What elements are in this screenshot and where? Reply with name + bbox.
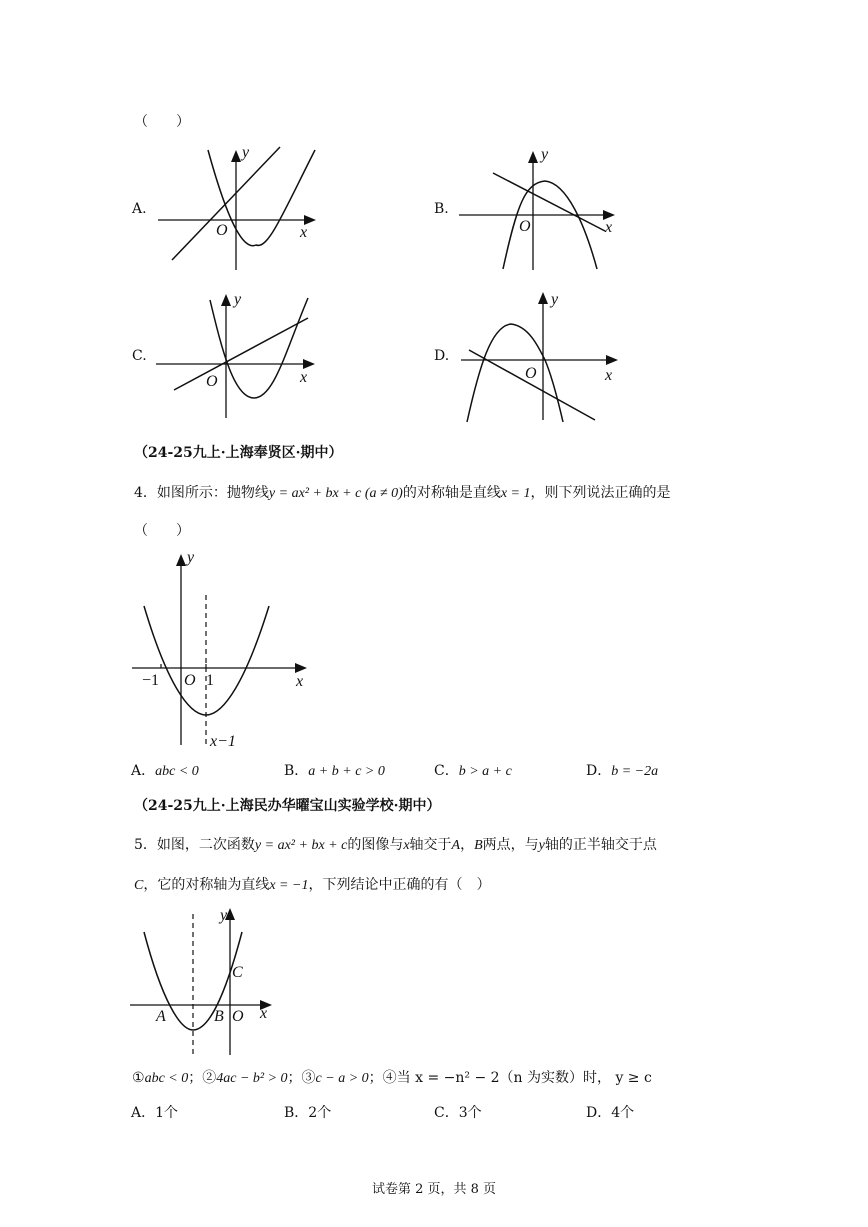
q4-choice-b	[284, 762, 385, 781]
x-label: x	[260, 1005, 268, 1022]
conclusion-4-text: 当 x = −n² − 2（n 为实数）时， y ≥ c	[396, 1070, 652, 1086]
q5-line1-prefix: 5．如图，二次函数	[134, 837, 255, 853]
q3-option-b-graph	[455, 145, 635, 275]
q5-line1-suffix: 轴的正半轴交于点	[544, 837, 657, 853]
q5-line1-mid1: 的图像与	[347, 837, 404, 853]
x-label: x	[300, 369, 308, 386]
y-label: y	[541, 146, 549, 163]
q4-choice-b-text: a + b + c > 0	[308, 764, 385, 779]
q5-line1-formula: y = ax² + bx + c	[254, 838, 348, 853]
point-a-label: A	[156, 1008, 166, 1025]
q5-choice-d-letter: D．	[586, 1105, 612, 1121]
q5-line1-mid3: 两点，与	[482, 837, 539, 853]
q5-line1-y: y	[538, 838, 545, 853]
q4-choice-d-letter: D．	[586, 763, 612, 779]
q5-choice-b-letter: B．	[284, 1105, 309, 1121]
q4-source: （24-25九上·上海奉贤区·期中）	[134, 445, 343, 461]
q5-line2-suffix: ，下列结论中正确的有（ ）	[308, 877, 491, 893]
conclusion-3-sep: ；	[368, 1070, 383, 1086]
q3-option-d-graph	[455, 288, 635, 428]
q5-choice-b	[284, 1104, 331, 1122]
conclusion-1-sep: ；	[188, 1070, 203, 1086]
parabola	[210, 298, 308, 398]
q4-figure	[126, 550, 316, 750]
conclusion-1-num: ①	[132, 1070, 145, 1086]
q4-stem-formula: y = ax² + bx + c (a ≠ 0)	[268, 486, 403, 501]
q5-line2-mid: ，它的对称轴为直线	[143, 877, 270, 893]
q5-source: （24-25九上·上海民办华曜宝山实验学校·期中）	[134, 798, 441, 814]
axis-label: x−1	[210, 733, 236, 750]
page-footer: 试卷第 2 页，共 8 页	[371, 1182, 497, 1197]
q5-choice-c	[434, 1104, 482, 1122]
q5-choice-d-text: 4个	[611, 1105, 635, 1121]
q4-choice-d	[586, 762, 658, 781]
q5-conclusions	[132, 1069, 652, 1088]
origin-label: O	[184, 672, 196, 689]
label-one: 1	[206, 672, 214, 689]
y-label: y	[242, 144, 250, 161]
line	[174, 318, 308, 390]
point-b-label: B	[214, 1008, 224, 1025]
q5-figure	[126, 900, 286, 1060]
q5-line1-comma: ，	[460, 837, 475, 853]
y-axis-arrow	[176, 554, 186, 566]
point-c-label: C	[232, 964, 243, 981]
origin-label: O	[216, 222, 228, 239]
q4-choice-d-text: b = −2a	[611, 764, 659, 779]
q4-stem-prefix: 4．如图所示：抛物线	[134, 485, 269, 501]
q3-option-a-graph	[150, 145, 330, 275]
q4-choice-a	[131, 762, 199, 781]
q3-option-c-graph	[150, 290, 330, 420]
q5-line1-A: A	[451, 838, 461, 853]
q4-stem	[134, 484, 671, 503]
origin-label: O	[519, 218, 531, 235]
conclusion-4-num: ④	[382, 1070, 397, 1086]
q4-answer-paren: （ ）	[134, 523, 190, 539]
x-axis-arrow	[295, 663, 307, 673]
q4-choice-c	[434, 762, 512, 781]
q5-line1-x: x	[403, 838, 410, 853]
conclusion-1-text: abc < 0	[144, 1071, 189, 1086]
q3-option-b-letter: B.	[434, 201, 449, 217]
y-axis-arrow	[528, 151, 538, 163]
q5-line2-axis: x = −1	[269, 878, 309, 893]
origin-label: O	[525, 365, 537, 382]
q5-line2-C: C	[134, 878, 144, 893]
q4-stem-middle: 的对称轴是直线	[402, 485, 501, 501]
q5-line1-B: B	[474, 838, 483, 853]
conclusion-2-sep: ；	[287, 1070, 302, 1086]
q5-choice-a	[131, 1104, 178, 1122]
q5-choice-a-text: 1个	[155, 1105, 179, 1121]
x-label: x	[296, 673, 304, 690]
q3-option-d-letter: D.	[434, 348, 450, 364]
q5-choice-c-letter: C．	[434, 1105, 459, 1121]
q5-choice-a-letter: A．	[131, 1105, 156, 1121]
y-label: y	[234, 291, 242, 308]
conclusion-2-text: 4ac − b² > 0	[216, 1071, 288, 1086]
y-label: y	[220, 907, 228, 924]
q4-stem-axis: x = 1	[500, 486, 531, 501]
q3-answer-paren: （ ）	[134, 114, 190, 130]
label-neg-one: −1	[142, 672, 160, 689]
conclusion-3-num: ③	[301, 1070, 316, 1086]
x-axis-arrow	[303, 359, 315, 369]
y-label: y	[187, 549, 195, 566]
origin-label: O	[206, 373, 218, 390]
parabola	[467, 324, 563, 422]
q4-choice-a-text: abc < 0	[155, 764, 199, 779]
y-axis-arrow	[538, 292, 548, 304]
q3-option-c-letter: C.	[132, 348, 147, 364]
x-label: x	[605, 367, 613, 384]
x-label: x	[605, 219, 613, 236]
q3-option-a-letter: A.	[132, 201, 147, 217]
origin-label: O	[232, 1008, 244, 1025]
q5-choice-c-text: 3个	[458, 1105, 482, 1121]
y-axis-arrow	[231, 150, 241, 162]
conclusion-2-num: ②	[202, 1070, 217, 1086]
parabola	[503, 181, 597, 269]
x-label: x	[300, 224, 308, 241]
conclusion-3-text: c − a > 0	[315, 1071, 369, 1086]
y-axis-arrow	[221, 294, 231, 306]
q4-choice-c-text: b > a + c	[458, 764, 512, 779]
x-axis-arrow	[606, 355, 618, 365]
q5-choice-b-text: 2个	[308, 1105, 332, 1121]
q4-choice-a-letter: A．	[131, 763, 156, 779]
q5-stem-line2	[134, 876, 490, 895]
q4-stem-suffix: ，则下列说法正确的是	[530, 485, 671, 501]
y-label: y	[551, 291, 559, 308]
q5-line1-mid2: 轴交于	[409, 837, 452, 853]
q4-choice-c-letter: C．	[434, 763, 459, 779]
q5-stem-line1	[134, 836, 657, 855]
q4-choice-b-letter: B．	[284, 763, 309, 779]
q5-choice-d	[586, 1104, 634, 1122]
